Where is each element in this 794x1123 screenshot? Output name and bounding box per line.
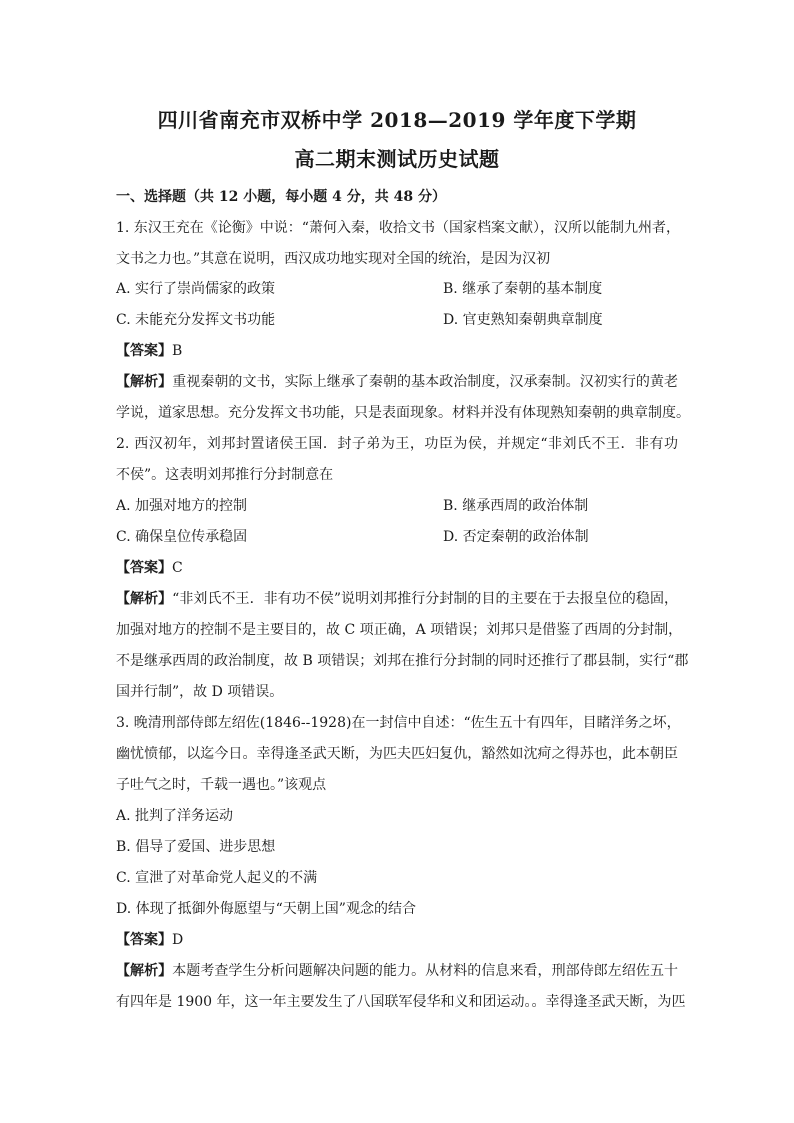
answer-value: D [172, 932, 184, 948]
question-3-option-c: C. 宣泄了对革命党人起义的不满 [116, 870, 318, 886]
question-3-option-d: D. 体现了抵御外侮愿望与“天朝上国”观念的结合 [116, 901, 416, 917]
document-title: 四川省南充市双桥中学 2018—2019 学年度下学期 [157, 108, 637, 132]
question-1-option-c: C. 未能充分发挥文书功能 [116, 312, 276, 328]
question-3-stem-line-2: 幽忧愤郁，以迄今日。幸得逢圣武天断，为匹夫匹妇复仇，豁然如沈疴之得苏也，此本朝臣 [116, 746, 678, 762]
analysis-text: “非刘氏不王．非有功不侯”说明刘邦推行分封制的目的主要在于去报皇位的稳固， [172, 591, 679, 607]
question-1-analysis-line-1 [116, 372, 678, 392]
question-2-stem-line-2: 不侯”。这表明刘邦推行分封制意在 [116, 467, 334, 483]
question-3-stem-line-3: 子吐气之时，千载一遇也。”该观点 [116, 777, 327, 793]
question-2-option-a: A. 加强对地方的控制 [116, 498, 248, 514]
question-2-option-c: C. 确保皇位传承稳固 [116, 529, 248, 545]
question-2-analysis-line-1 [116, 589, 678, 609]
question-1-option-b: B. 继承了秦朝的基本制度 [443, 281, 603, 297]
answer-label: 【答案】 [116, 932, 172, 948]
question-3-answer [116, 930, 183, 950]
question-2-stem-line-1: 2. 西汉初年，刘邦封置诸侯王国．封子弟为王，功臣为侯，并规定“非刘氏不王．非有功 [116, 436, 678, 452]
question-3-analysis-line-1 [116, 961, 678, 981]
analysis-label: 【解析】 [116, 374, 173, 390]
answer-value: C [172, 560, 183, 576]
question-1-stem-line-2: 文书之力也。”其意在说明，西汉成功地实现对全国的统治，是因为汉初 [116, 251, 551, 267]
analysis-text: 本题考查学生分析问题解决问题的能力。从材料的信息来看，刑部侍郎左绍佐五十 [172, 963, 679, 979]
question-2-answer [116, 558, 183, 578]
section-heading: 一、选择题（共 12 小题，每小题 4 分，共 48 分） [116, 189, 446, 205]
question-1-option-d: D. 官吏熟知秦朝典章制度 [443, 312, 603, 328]
question-3-analysis-line-2: 有四年是 1900 年，这一年主要发生了八国联军侵华和义和团运动。。幸得逢圣武天断，为匹 [116, 994, 686, 1010]
answer-label: 【答案】 [116, 343, 172, 359]
analysis-text: 重视秦朝的文书，实际上继承了秦朝的基本政治制度，汉承秦制。汉初实行的黄老 [172, 374, 679, 390]
question-2-option-d: D. 否定秦朝的政治体制 [443, 529, 589, 545]
question-2-option-b: B. 继承西周的政治体制 [443, 498, 589, 514]
question-3-option-b: B. 倡导了爱国、进步思想 [116, 839, 276, 855]
question-2-analysis-line-4: 国并行制”，故 D 项错误。 [116, 684, 284, 700]
question-1-option-a: A. 实行了崇尚儒家的政策 [116, 281, 276, 297]
question-3-stem-line-1: 3. 晚清刑部侍郎左绍佐(1846--1928)在一封信中自述：“佐生五十有四年，目睹洋务之坏， [116, 715, 681, 731]
answer-value: B [172, 343, 183, 359]
analysis-label: 【解析】 [116, 963, 173, 979]
question-3-option-a: A. 批判了洋务运动 [116, 808, 234, 824]
answer-label: 【答案】 [116, 560, 172, 576]
question-2-analysis-line-3: 不是继承西周的政治制度，故 B 项错误；刘邦在推行分封制的同时还推行了郡县制，实行“郡 [116, 653, 689, 669]
question-2-analysis-line-2: 加强对地方的控制不是主要目的，故 C 项正确，A 项错误；刘邦只是借鉴了西周的分封制， [116, 622, 683, 638]
question-1-analysis-line-2: 学说，道家思想。充分发挥文书功能，只是表面现象。材料并没有体现熟知秦朝的典章制度。 [116, 405, 690, 421]
analysis-label: 【解析】 [116, 591, 173, 607]
question-1-stem-line-1: 1. 东汉王充在《论衡》中说：“萧何入秦，收拾文书（国家档案文献），汉所以能制九州者， [116, 220, 680, 236]
document-subtitle: 高二期末测试历史试题 [294, 147, 500, 171]
question-1-answer [116, 341, 182, 361]
